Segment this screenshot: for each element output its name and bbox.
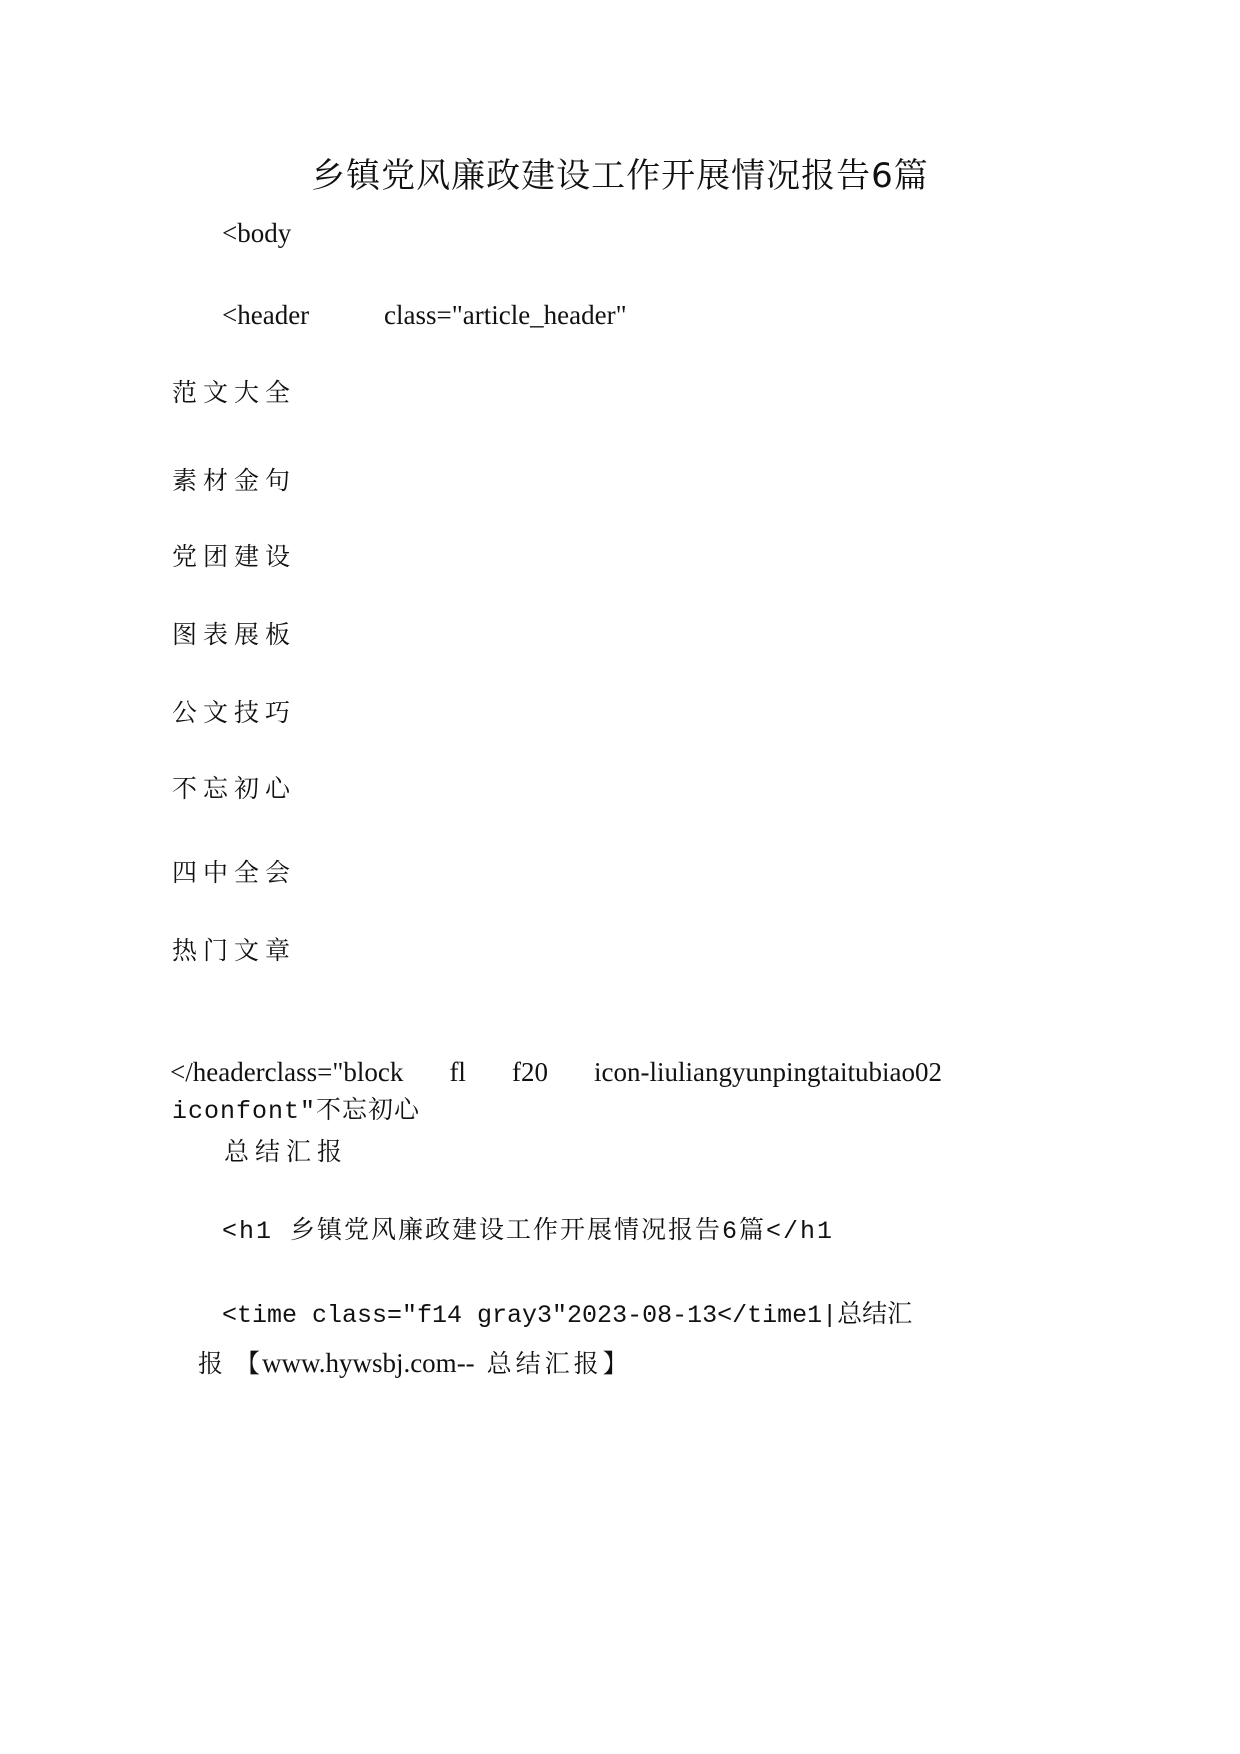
source-suffix: 总结汇报】 bbox=[474, 1349, 632, 1378]
close-header-part: fl bbox=[449, 1057, 466, 1087]
source-url: www.hywsbj.com-- bbox=[261, 1348, 475, 1378]
header-class-attr: class="article_header" bbox=[384, 300, 627, 330]
close-header-part: icon-liuliangyunpingtaitubiao02 bbox=[594, 1057, 942, 1087]
source-prefix: 报 【 bbox=[198, 1349, 262, 1378]
nav-item-gongwen: 公文技巧 bbox=[172, 698, 297, 727]
nav-item-buwang: 不忘初心 bbox=[172, 774, 297, 803]
source-line bbox=[182, 1330, 632, 1397]
nav-item-sucai: 素材金句 bbox=[172, 466, 297, 495]
category-line: 总结汇报 bbox=[224, 1137, 349, 1166]
nav-item-sizhong: 四中全会 bbox=[172, 858, 297, 887]
nav-item-remen: 热门文章 bbox=[172, 936, 297, 965]
header-tag-line: <header bbox=[222, 300, 310, 330]
h1-line: <h1 乡镇党风廉政建设工作开展情况报告6篇</h1 bbox=[222, 1217, 835, 1246]
nav-item-tubiao: 图表展板 bbox=[172, 620, 297, 649]
close-header-part: </headerclass="block bbox=[170, 1057, 404, 1087]
nav-item-dangtuan: 党团建设 bbox=[172, 542, 297, 571]
document-title: 乡镇党风廉政建设工作开展情况报告6篇 bbox=[311, 156, 929, 196]
time-line: <time class="f14 gray3"2023-08-13</time1|总结汇 bbox=[222, 1301, 913, 1330]
body-tag-line: <body bbox=[222, 218, 292, 248]
iconfont-line: iconfont"不忘初心 bbox=[172, 1097, 421, 1126]
close-header-line bbox=[170, 1057, 942, 1087]
nav-item-fanwen: 范文大全 bbox=[172, 378, 297, 407]
close-header-part: f20 bbox=[511, 1057, 548, 1087]
